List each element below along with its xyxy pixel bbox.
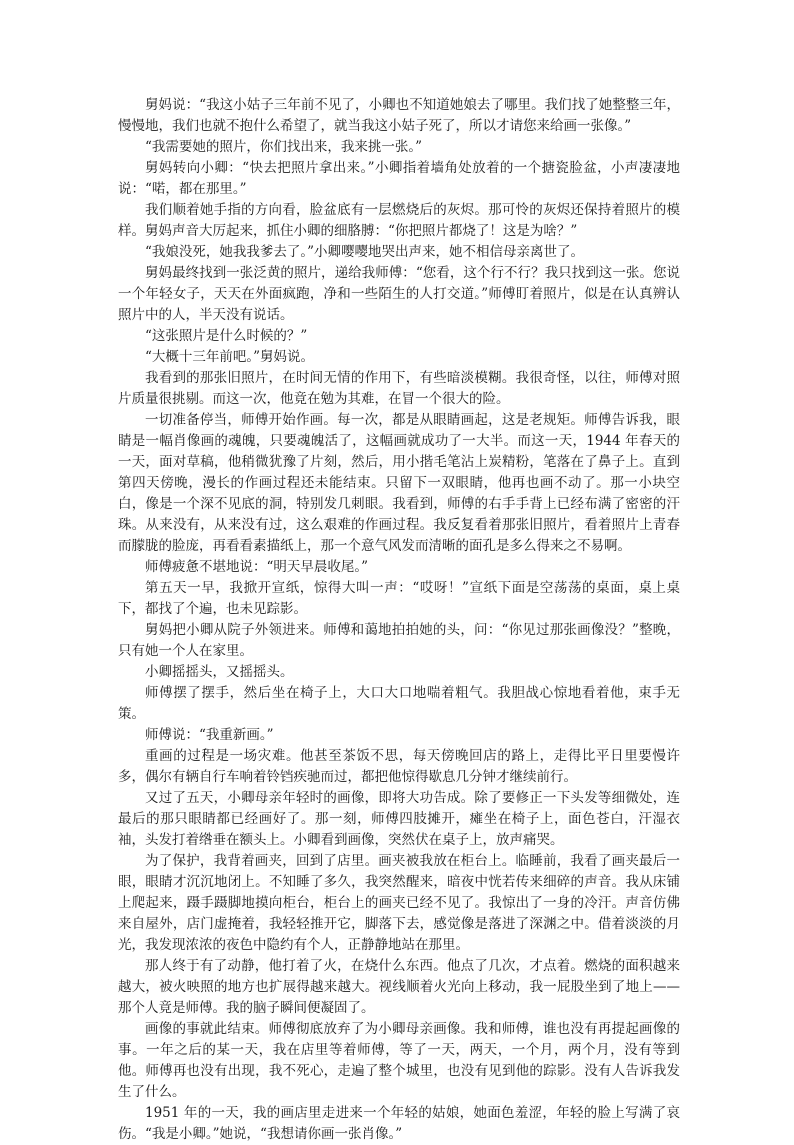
paragraph-22: 1951 年的一天，我的画店里走进来一个年轻的姑娘，她面色羞涩，年轻的脸上写满了哀伤。“我是小卿。”她说，“我想请你画一张肖像。” [118, 1105, 680, 1142]
paragraph-7: “这张照片是什么时候的？” [145, 328, 308, 344]
paragraph-19: 为了保护，我背着画夹，回到了店里。画夹被我放在柜台上。临睡前，我看了画夹最后一眼，眼睛才沉沉地闭上。不知睡了多久，我突然醒来，暗夜中恍若传来细碎的声音。我从床铺上爬起来，蹑手蹑脚地摸向柜台，柜台上的画夹已经不见了。我惊出了一身的冷汗。声音仿佛来自屋外，店门虚掩着，我轻轻推开它，脚落下去，感觉像是落进了深渊之中。借着淡淡的月光，我发现浓浓的夜色中隐约有个人，正静静地站在那里。 [118, 853, 680, 953]
paragraph-8: “大概十三年前吧。”舅妈说。 [145, 349, 315, 365]
paragraph-21: 画像的事就此结束。师傅彻底放弃了为小卿母亲画像。我和师傅，谁也没有再提起画像的事。一年之后的某一天，我在店里等着师傅，等了一天，两天，一个月，两个月，没有等到他。师傅再也没有出现，我不死心，走遍了整个城里，也没有见到他的踪影。没有人告诉我发生了什么。 [118, 1021, 680, 1100]
paragraph-4: 我们顺着她手指的方向看，脸盆底有一层燃烧后的灰烬。那可怜的灰烬还保持着照片的模样。舅妈声音大厉起来，抓住小卿的细胳膊：“你把照片都烧了！这是为啥？” [118, 202, 680, 239]
paragraph-11: 师傅疲惫不堪地说：“明天早晨收尾。” [145, 559, 369, 575]
paragraph-6: 舅妈最终找到一张泛黄的照片，递给我师傅：“您看，这个行不行？我只找到这一张。您说一个年轻女子，天天在外面疯跑，净和一些陌生的人打交道。”师傅盯着照片，似是在认真辨认照片中的人，半天没有说话。 [118, 265, 680, 323]
paragraph-18: 又过了五天，小卿母亲年轻时的画像，即将大功告成。除了要修正一下头发等细微处，连最后的那只眼睛都已经画好了。那一刻，师傅四肢摊开，瘫坐在椅子上，面色苍白，汗湿衣袖，头发打着绺垂在额头上。小卿看到画像，突然伏在桌子上，放声痛哭。 [118, 790, 680, 848]
paragraph-17: 重画的过程是一场灾难。他甚至茶饭不思，每天傍晚回店的路上，走得比平日里要慢许多，偶尔有辆自行车响着铃铛疾驰而过，都把他惊得歇息几分钟才继续前行。 [118, 748, 680, 785]
paragraph-1: 舅妈说：“我这小姑子三年前不见了，小卿也不知道她娘去了哪里。我们找了她整整三年，慢慢地，我们也就不抱什么希望了，就当我这小姑子死了，所以才请您来给画一张像。” [118, 97, 680, 134]
paragraph-15: 师傅摆了摆手，然后坐在椅子上，大口大口地喘着粗气。我胆战心惊地看着他，束手无策。 [118, 685, 680, 722]
paragraph-13: 舅妈把小卿从院子外领进来。师傅和蔼地拍拍她的头，问：“你见过那张画像没？”整晚，只有她一个人在家里。 [118, 622, 680, 659]
paragraph-12: 第五天一早，我掀开宣纸，惊得大叫一声：“哎呀！”宣纸下面是空荡荡的桌面，桌上桌下，都找了个遍，也未见踪影。 [118, 580, 680, 617]
paragraph-10: 一切准备停当，师傅开始作画。每一次，都是从眼睛画起，这是老规矩。师傅告诉我，眼睛是一幅肖像画的魂魄，只要魂魄活了，这幅画就成功了一大半。而这一天，1944 年春天的一天，面对草稿，他稍微犹豫了片刻，然后，用小揩毛笔沾上炭精粉，笔落在了鼻子上。直到第四天傍晚，漫长的作画过程还未能结束。只留下一双眼睛，他再也画不动了。那一小块空白，像是一个深不见底的洞，特别发几刺眼。我看到，师傅的右手手背上已经布满了密密的汗珠。从来没有，从来没有过，这么艰难的作画过程。我反复看着那张旧照片，看着照片上青春而朦胧的脸庞，再看看素描纸上，那一个意气风发而清晰的面孔是多么得来之不易啊。 [118, 412, 680, 554]
paragraph-9: 我看到的那张旧照片，在时间无情的作用下，有些暗淡模糊。我很奇怪，以往，师傅对照片质量很挑剔。而这一次，他竟在勉为其难，在冒一个很大的险。 [118, 370, 680, 407]
story-text-body [118, 95, 680, 1145]
paragraph-2: “我需要她的照片，你们找出来，我来挑一张。” [145, 139, 423, 155]
paragraph-5: “我娘没死，她我我爹去了。”小卿嘤嘤地哭出声来，她不相信母亲离世了。 [145, 244, 585, 260]
paragraph-14: 小卿摇摇头，又摇摇头。 [145, 664, 294, 680]
paragraph-3: 舅妈转向小卿：“快去把照片拿出来。”小卿指着墙角处放着的一个搪瓷脸盆，小声凄凄地说：“喏，都在那里。” [118, 160, 680, 197]
paragraph-20: 那人终于有了动静，他打着了火，在烧什么东西。他点了几次，才点着。燃烧的面积越来越大，被火映照的地方也扩展得越来越大。视线顺着火光向上移动，我一屁股坐到了地上——那个人竟是师傅。我的脑子瞬间便凝固了。 [118, 958, 680, 1016]
paragraph-16: 师傅说：“我重新画。” [145, 727, 274, 743]
